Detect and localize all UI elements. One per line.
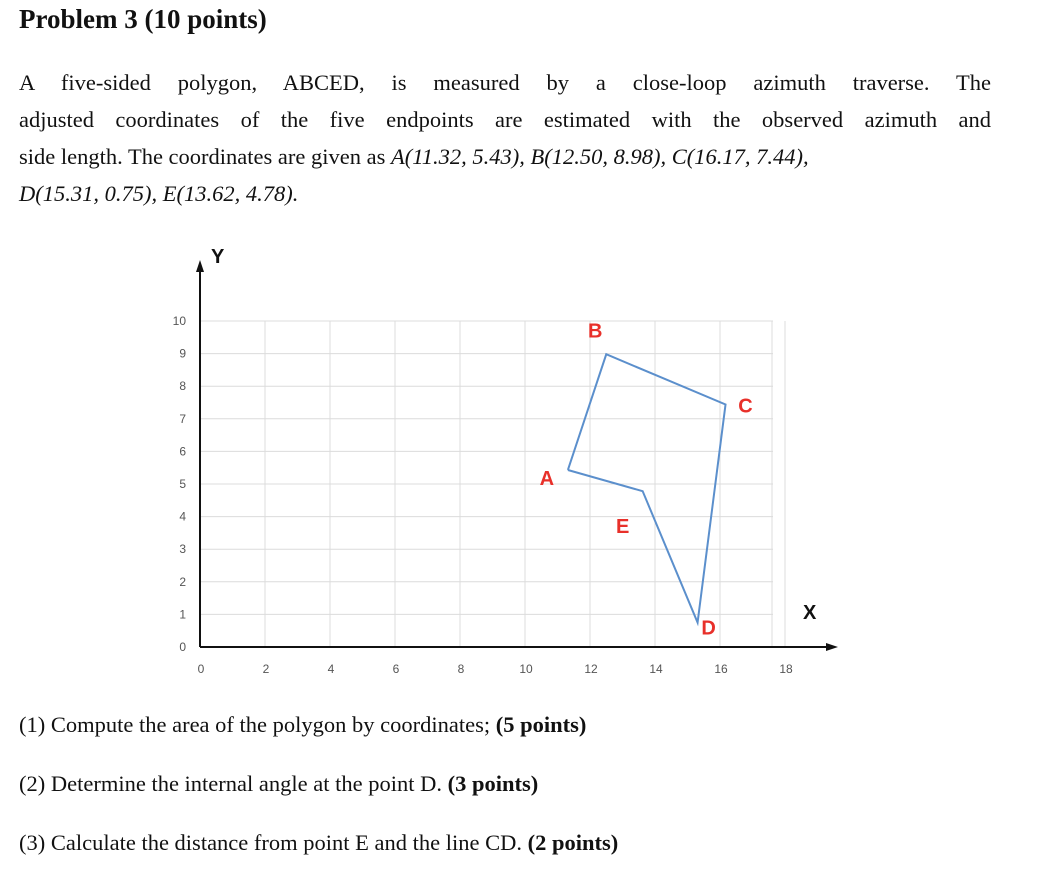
question-3-text: (3) Calculate the distance from point E and the line CD.: [19, 830, 528, 855]
vertex-label: A: [539, 467, 555, 490]
question-3-points: (2 points): [527, 830, 619, 855]
y-tick-label: 2: [179, 574, 186, 589]
y-tick-label: 10: [172, 314, 186, 328]
y-axis-arrow: [196, 260, 204, 272]
x-axis-label: X: [803, 602, 817, 624]
coordinates-abc: A(11.32, 5.43), B(12.50, 8.98), C(16.17, 7.44),: [390, 144, 809, 169]
y-tick-label: 5: [179, 477, 186, 491]
x-tick-label: 12: [584, 662, 598, 676]
coordinates-de: D(15.31, 0.75), E(13.62, 4.78).: [19, 181, 299, 206]
statement-line-3-text: side length. The coordinates are given as: [19, 144, 391, 169]
problem-title: Problem 3 (10 points): [19, 4, 267, 34]
x-tick-label: 8: [457, 662, 465, 676]
x-tick-label: 2: [262, 662, 270, 676]
y-tick-label: 0: [179, 640, 186, 654]
statement-line-1: A five-sided polygon, ABCED, is measured by a close-loop azimuth traverse. The: [19, 70, 991, 95]
vertex-label: C: [738, 395, 753, 418]
tick-labels: [173, 314, 793, 676]
question-2: [19, 771, 538, 797]
x-tick-label: 4: [327, 662, 335, 676]
question-1: [19, 712, 586, 738]
x-tick-label: 0: [197, 662, 205, 676]
y-axis-label: Y: [211, 246, 225, 268]
x-tick-label: 10: [519, 662, 533, 676]
y-tick-label: 4: [179, 509, 186, 524]
vertex-label: D: [701, 617, 716, 640]
x-axis-arrow: [826, 643, 838, 651]
plot-axes: [196, 260, 838, 651]
polygon-outline: [568, 354, 726, 622]
y-tick-label: 7: [179, 411, 186, 426]
question-1-points: (5 points): [495, 712, 587, 737]
polygon-lines: [568, 354, 726, 622]
question-3: [19, 830, 618, 856]
x-tick-label: 14: [649, 662, 663, 676]
x-tick-label: 18: [779, 662, 793, 676]
y-tick-label: 9: [179, 346, 186, 361]
vertex-labels: [540, 320, 753, 639]
y-tick-label: 6: [179, 444, 186, 459]
vertex-label: E: [615, 516, 630, 539]
vertex-label: B: [588, 320, 603, 343]
question-2-text: (2) Determine the internal angle at the point D.: [19, 771, 448, 796]
question-2-points: (3 points): [447, 771, 539, 796]
question-1-text: (1) Compute the area of the polygon by coordinates;: [19, 712, 496, 737]
y-tick-label: 1: [179, 607, 186, 622]
y-tick-label: 3: [179, 542, 186, 557]
x-tick-label: 6: [392, 662, 400, 676]
statement-line-2: adjusted coordinates of the five endpoints are estimated with the observed azimuth and: [19, 107, 991, 132]
y-tick-label: 8: [179, 379, 186, 394]
plot-grid: [200, 321, 785, 647]
x-tick-label: 16: [714, 662, 728, 676]
